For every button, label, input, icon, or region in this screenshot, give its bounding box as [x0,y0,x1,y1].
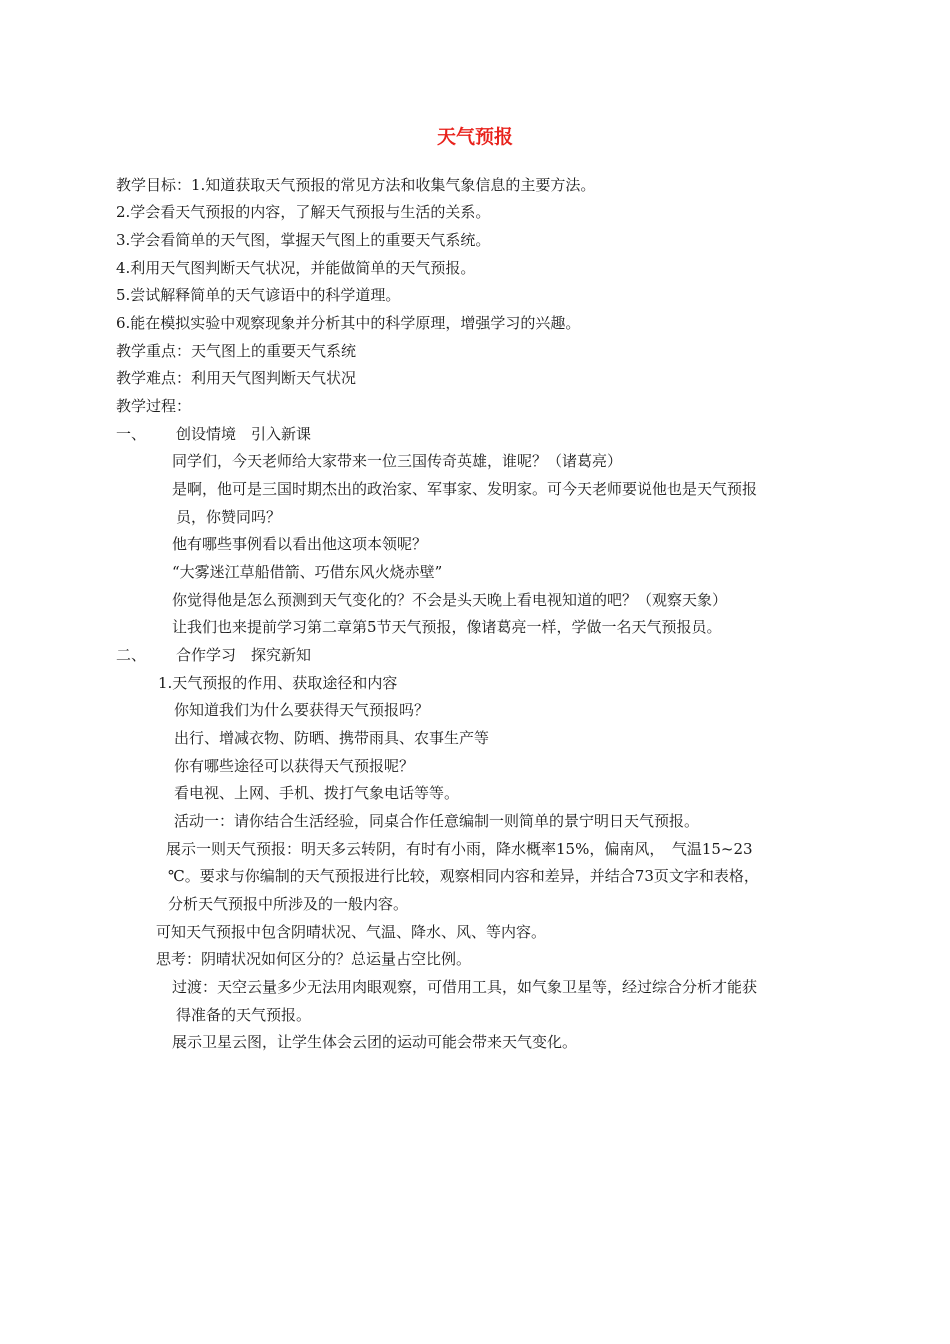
section-1-line: 员，你赞同吗？ [176,508,282,526]
forecast-example-line: 分析天气预报中所涉及的一般内容。 [168,895,409,913]
objective-2: 2.学会看天气预报的内容，了解天气预报与生活的关系。 [116,203,491,221]
forecast-example-line: 展示一则天气预报：明天多云转阴，有时有小雨，降水概率15%，偏南风， 气温15~23 [166,840,753,858]
satellite-line: 展示卫星云图，让学生体会云团的运动可能会带来天气变化。 [172,1033,578,1051]
objective-3: 3.学会看简单的天气图，掌握天气图上的重要天气系统。 [116,231,491,249]
difficulty: 教学难点：利用天气图判断天气状况 [116,369,357,387]
objective-1: 教学目标：1.知道获取天气预报的常见方法和收集气象信息的主要方法。 [116,176,596,194]
section-2-title: 合作学习 探究新知 [176,646,312,664]
summary-line: 可知天气预报中包含阴晴状况、气温、降水、风、等内容。 [156,923,547,941]
section-1-line: 你觉得他是怎么预测到天气变化的？不会是头天晚上看电视知道的吧？（观察天象） [172,591,728,609]
section-1-line: “大雾迷江草船借箭、巧借东风火烧赤壁” [172,563,443,581]
section-2-line: 看电视、上网、手机、拨打气象电话等等。 [174,784,460,802]
think-line: 思考：阴晴状况如何区分的？总运量占空比例。 [156,950,472,968]
subsection-1-heading: 1.天气预报的作用、获取途径和内容 [158,674,398,692]
section-1-number: 一、 [116,425,147,443]
objective-4: 4.利用天气图判断天气状况，并能做简单的天气预报。 [116,259,476,277]
objective-5: 5.尝试解释简单的天气谚语中的科学道理。 [116,286,401,304]
section-1-title: 创设情境 引入新课 [176,425,312,443]
section-2-line: 你知道我们为什么要获得天气预报吗？ [174,701,430,719]
transition-line: 过渡：天空云量多少无法用肉眼观察，可借用工具，如气象卫星等，经过综合分析才能获 [172,978,758,996]
section-2-number: 二、 [116,646,147,664]
section-1-heading [116,423,311,445]
objective-6: 6.能在模拟实验中观察现象并分析其中的科学原理，增强学习的兴趣。 [116,314,581,332]
section-1-line: 是啊，他可是三国时期杰出的政治家、军事家、发明家。可今天老师要说他也是天气预报 [172,480,758,498]
transition-line: 得准备的天气预报。 [176,1006,312,1024]
section-2-line: 出行、增减衣物、防晒、携带雨具、农事生产等 [174,729,490,747]
section-1-line: 同学们，今天老师给大家带来一位三国传奇英雄，谁呢？（诸葛亮） [172,452,623,470]
section-1-line: 他有哪些事例看以看出他这项本领呢？ [172,535,428,553]
section-2-heading [116,644,311,666]
page-title: 天气预报 [436,126,513,148]
section-2-line: 你有哪些途径可以获得天气预报呢？ [174,757,415,775]
section-2-line: 活动一：请你结合生活经验，同桌合作任意编制一则简单的景宁明日天气预报。 [174,812,700,830]
process-label: 教学过程： [116,397,192,415]
section-1-line: 让我们也来提前学习第二章第5节天气预报，像诸葛亮一样，学做一名天气预报员。 [172,618,722,636]
key-point: 教学重点：天气图上的重要天气系统 [116,342,357,360]
forecast-example-line: ℃。要求与你编制的天气预报进行比较，观察相同内容和差异，并结合73页文字和表格， [168,867,759,885]
